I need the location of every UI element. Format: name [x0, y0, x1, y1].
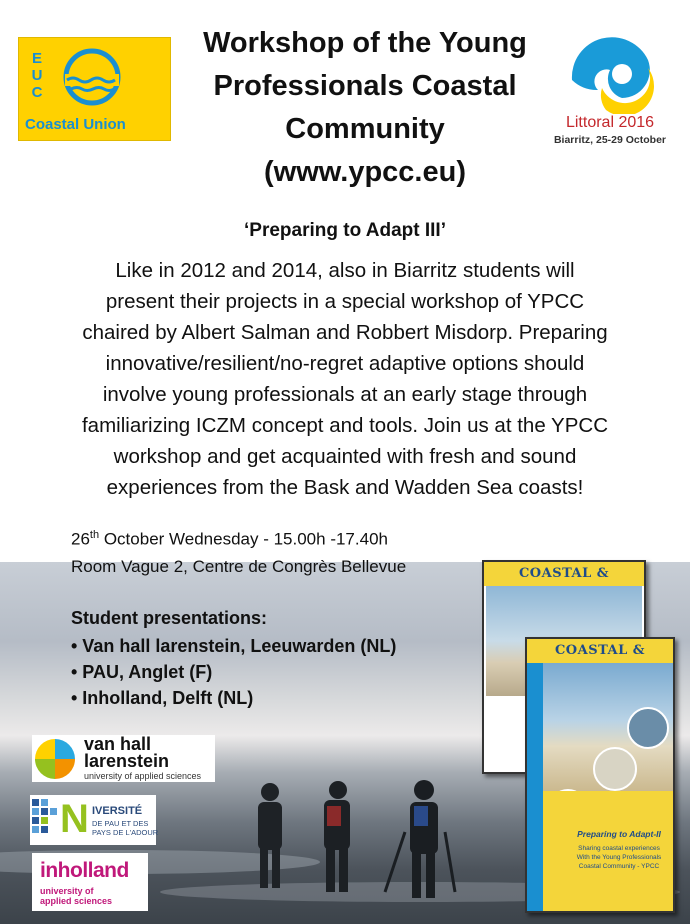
journal-front-text [567, 844, 671, 871]
littoral-logo-name: Littoral 2016 [565, 114, 655, 131]
event-datetime [71, 522, 406, 553]
description-line: chaired by Albert Salman and Robbert Misdorp. Preparing [82, 321, 608, 344]
title-line-3: Community [285, 113, 445, 145]
euc-letter-e: E [31, 50, 42, 67]
student-item: • PAU, Anglet (F) [71, 662, 213, 682]
journal-circle-photo [627, 707, 669, 749]
vhl-line-3: university of applied sciences [84, 771, 202, 781]
journal-cover-front [525, 637, 675, 913]
wave-swirl-icon [562, 30, 658, 114]
journal-front-heading: Preparing to Adapt-II [577, 829, 661, 839]
student-item: • Van hall larenstein, Leeuwarden (NL) [71, 636, 397, 656]
journal-cover-front-title: COASTAL & [527, 639, 673, 663]
description-text [40, 255, 650, 503]
upau-line-3: PAYS DE L'ADOUR [92, 828, 159, 837]
title-line-1: Workshop of the Young [203, 27, 527, 59]
journal-front-line: Coastal Community - YPCC [578, 863, 660, 870]
euc-coastal-union-logo [18, 37, 171, 141]
euc-logo-name: Coastal Union [25, 116, 126, 133]
page-title [180, 22, 550, 194]
upau-mark: N [60, 797, 89, 841]
journal-cover-back-title: COASTAL & [484, 562, 644, 586]
universite-pau-logo [30, 795, 159, 845]
description-line: familiarizing ICZM concept and tools. Join us at the YPCC [81, 414, 609, 437]
van-hall-larenstein-logo [32, 735, 215, 782]
description-line: Like in 2012 and 2014, also in Biarritz students will [115, 259, 575, 282]
student-presentations-title: Student presentations: [71, 608, 268, 628]
event-day: 26 [71, 529, 90, 549]
journal-front-line: Sharing coastal experiences [578, 845, 660, 852]
description-line: innovative/resilient/no-regret adaptive options should [105, 352, 585, 375]
inholland-name: inholland [40, 859, 129, 882]
inholland-line-2: applied sciences [40, 896, 113, 906]
sun-wave-icon [57, 44, 127, 110]
euc-letter-c: C [31, 84, 43, 101]
euc-letter-u: U [31, 67, 43, 84]
student-item: • Inholland, Delft (NL) [71, 688, 254, 708]
workshop-subtitle: ‘Preparing to Adapt III’ [244, 220, 446, 241]
vhl-line-1: van hall [84, 734, 152, 754]
journal-circle-photo [593, 747, 637, 791]
upau-squares-icon [32, 799, 58, 841]
description-line: present their projects in a special workshop of YPCC [105, 290, 585, 313]
inholland-logo [32, 853, 148, 911]
vhl-circle-icon [34, 738, 76, 780]
description-line: workshop and get acquainted with fresh and sound [113, 445, 577, 468]
event-day-suffix: th [89, 529, 100, 541]
event-time: October Wednesday - 15.00h -17.40h [99, 529, 388, 549]
upau-line-2: DE PAU ET DES [92, 819, 149, 828]
euc-letters [28, 50, 46, 101]
description-line: involve young professionals at an early stage through [102, 383, 588, 406]
inholland-line-1: university of [40, 886, 94, 896]
upau-line-1: IVERSITÉ [92, 805, 143, 817]
littoral-2016-logo [545, 30, 675, 155]
journal-front-line: With the Young Professionals [576, 854, 662, 861]
description-line: experiences from the Bask and Wadden Sea coasts! [106, 476, 584, 499]
vhl-line-2: larenstein [84, 751, 170, 771]
event-room: Room Vague 2, Centre de Congrès Bellevue [71, 556, 407, 576]
title-line-4[interactable]: (www.ypcc.eu) [264, 156, 466, 188]
title-line-2: Professionals Coastal [213, 70, 517, 102]
event-details [71, 522, 406, 580]
littoral-logo-date: Biarritz, 25-29 October [553, 134, 667, 146]
journal-cover-side-band [527, 663, 543, 911]
